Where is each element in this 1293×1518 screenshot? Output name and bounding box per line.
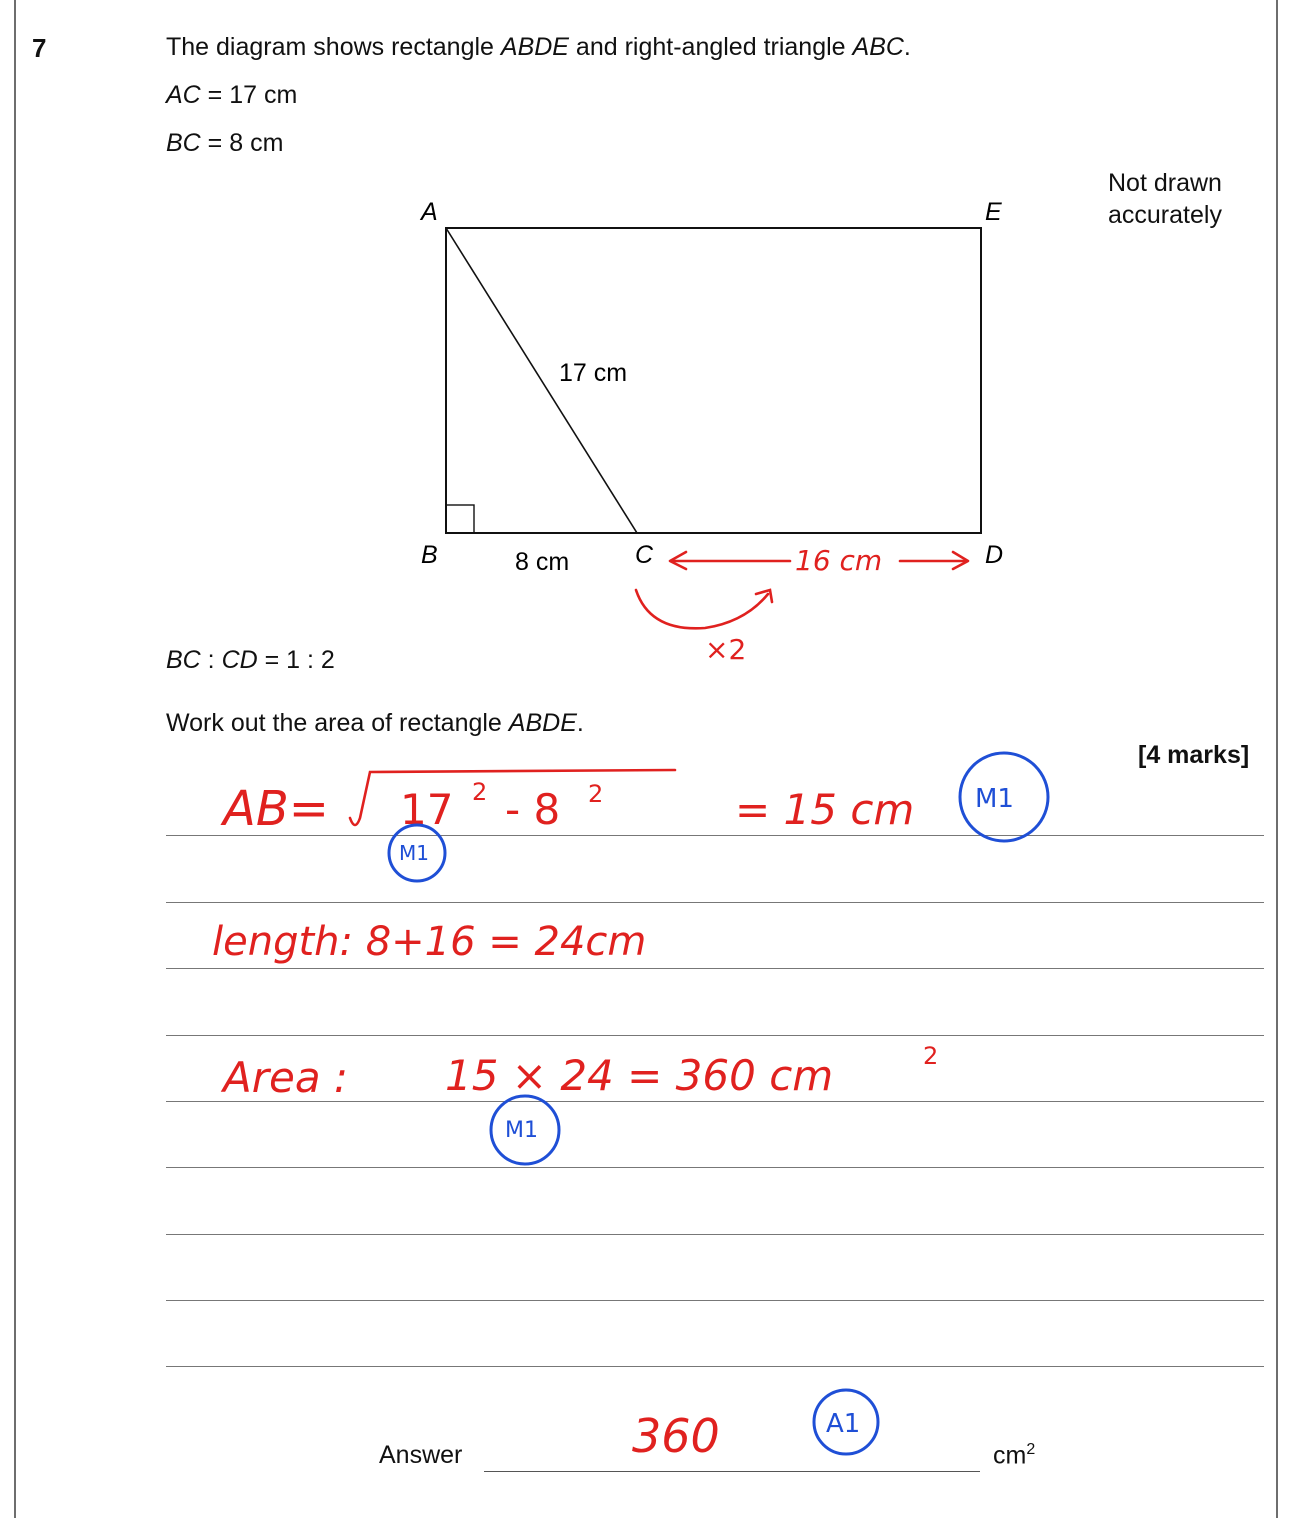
times-two-note: ×2 xyxy=(705,633,747,666)
step1-square-1: 2 xyxy=(472,778,488,806)
a1-mark: A1 xyxy=(826,1409,861,1439)
vertex-e-label: E xyxy=(985,198,1002,226)
step3-square: 2 xyxy=(923,1042,939,1070)
ratio-statement: BC : CD = 1 : 2 xyxy=(166,646,335,674)
marks-badge: [4 marks] xyxy=(1138,741,1250,769)
answer-label: Answer xyxy=(379,1441,463,1469)
given-bc: BC = 8 cm xyxy=(166,129,284,157)
step1-seventeen: 17 xyxy=(400,785,454,834)
rectangle-abde xyxy=(446,228,981,533)
step1-minus-eight: - 8 xyxy=(505,785,561,834)
scale-arrow xyxy=(636,590,768,628)
step3-expression: 15 × 24 = 360 cm xyxy=(445,1051,834,1100)
cd-length-note: 16 cm xyxy=(795,544,883,577)
bc-length-label: 8 cm xyxy=(515,548,570,576)
m1-mark-2: M1 xyxy=(399,841,429,865)
m1-mark-1: M1 xyxy=(975,784,1014,814)
vertex-b-label: B xyxy=(421,541,438,569)
step1-square-2: 2 xyxy=(588,780,604,808)
hypotenuse-length-label: 17 cm xyxy=(559,359,628,387)
question-number: 7 xyxy=(32,33,47,63)
m1-mark-3: M1 xyxy=(505,1118,538,1143)
given-ac: AC = 17 cm xyxy=(166,81,298,109)
vertex-c-label: C xyxy=(635,541,654,569)
step1-result: = 15 cm xyxy=(735,785,915,834)
question-intro: The diagram shows rectangle ABDE and right-angled triangle ABC. xyxy=(166,33,911,61)
step2-length: length: 8+16 = 24cm xyxy=(212,919,647,965)
vertex-a-label: A xyxy=(421,198,438,226)
answer-value: 360 xyxy=(632,1409,720,1463)
right-angle-marker xyxy=(446,505,474,533)
answer-unit: $cm^2$ xyxy=(993,1441,1036,1470)
task-statement: Work out the area of rectangle ABDE. xyxy=(166,709,584,737)
vertex-d-label: D xyxy=(985,541,1004,569)
step1-lhs: AB= xyxy=(223,781,329,837)
step3-lhs: Area : xyxy=(223,1053,349,1102)
not-drawn-note: Not drawn accurately xyxy=(1108,169,1222,229)
